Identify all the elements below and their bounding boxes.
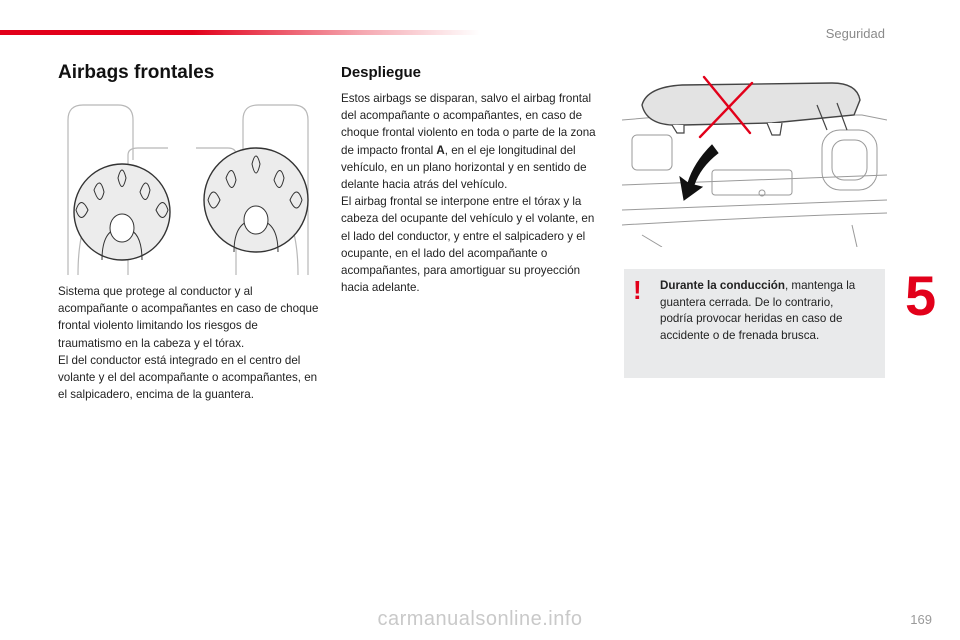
deployment-text: Estos airbags se disparan, salvo el airbag frontal del acompañante o acompañantes, en caso de choque frontal violento en toda o parte de la zona de impacto frontal [341, 92, 596, 157]
section-title: Seguridad [825, 26, 885, 41]
deployment-description [341, 90, 603, 296]
page-number: 169 [910, 612, 932, 627]
airbags-paragraph-2: El del conductor está integrado en el centro del volante y el del acompañante o acompañantes, en el salpicadero, encima de la guantera. [58, 353, 318, 402]
impact-zone-label: A [436, 143, 445, 157]
airbags-title: Airbags frontales [58, 62, 215, 83]
warning-text [660, 278, 865, 344]
warning-bold: Durante la conducción [660, 279, 785, 292]
airbags-illustration [58, 100, 320, 278]
deployment-title: Despliegue [341, 64, 422, 81]
warning-message: , mantenga la guantera cerrada. De lo contrario, podría provocar heridas en caso de accidente o de frenada brusca. [660, 279, 856, 342]
chapter-number: 5 [905, 264, 937, 327]
glovebox-illustration [622, 75, 887, 247]
deployment-paragraph-1 [341, 90, 603, 193]
watermark: carmanualsonline.info [377, 608, 583, 630]
warning-icon: ! [633, 275, 642, 305]
airbags-description [58, 283, 323, 403]
deployment-text-cont: , en el eje longitudinal del vehículo, en un plano horizontal y en sentido de delante hacia atrás del vehículo. [341, 143, 587, 192]
header-accent-bar [0, 30, 480, 35]
airbags-paragraph-1: Sistema que protege al conductor y al acompañante o acompañantes en caso de choque frontal violento limitando los riesgos de traumatismo en la cabeza y el tórax. [58, 285, 319, 350]
deployment-paragraph-2: El airbag frontal se interpone entre el tórax y la cabeza del ocupante del vehículo y el volante, en el lado del conductor, y entre el salpicadero y el ocupante, en el lado del acompañante o acompañantes, para amortiguar su proyección hacia adelante. [341, 195, 595, 295]
